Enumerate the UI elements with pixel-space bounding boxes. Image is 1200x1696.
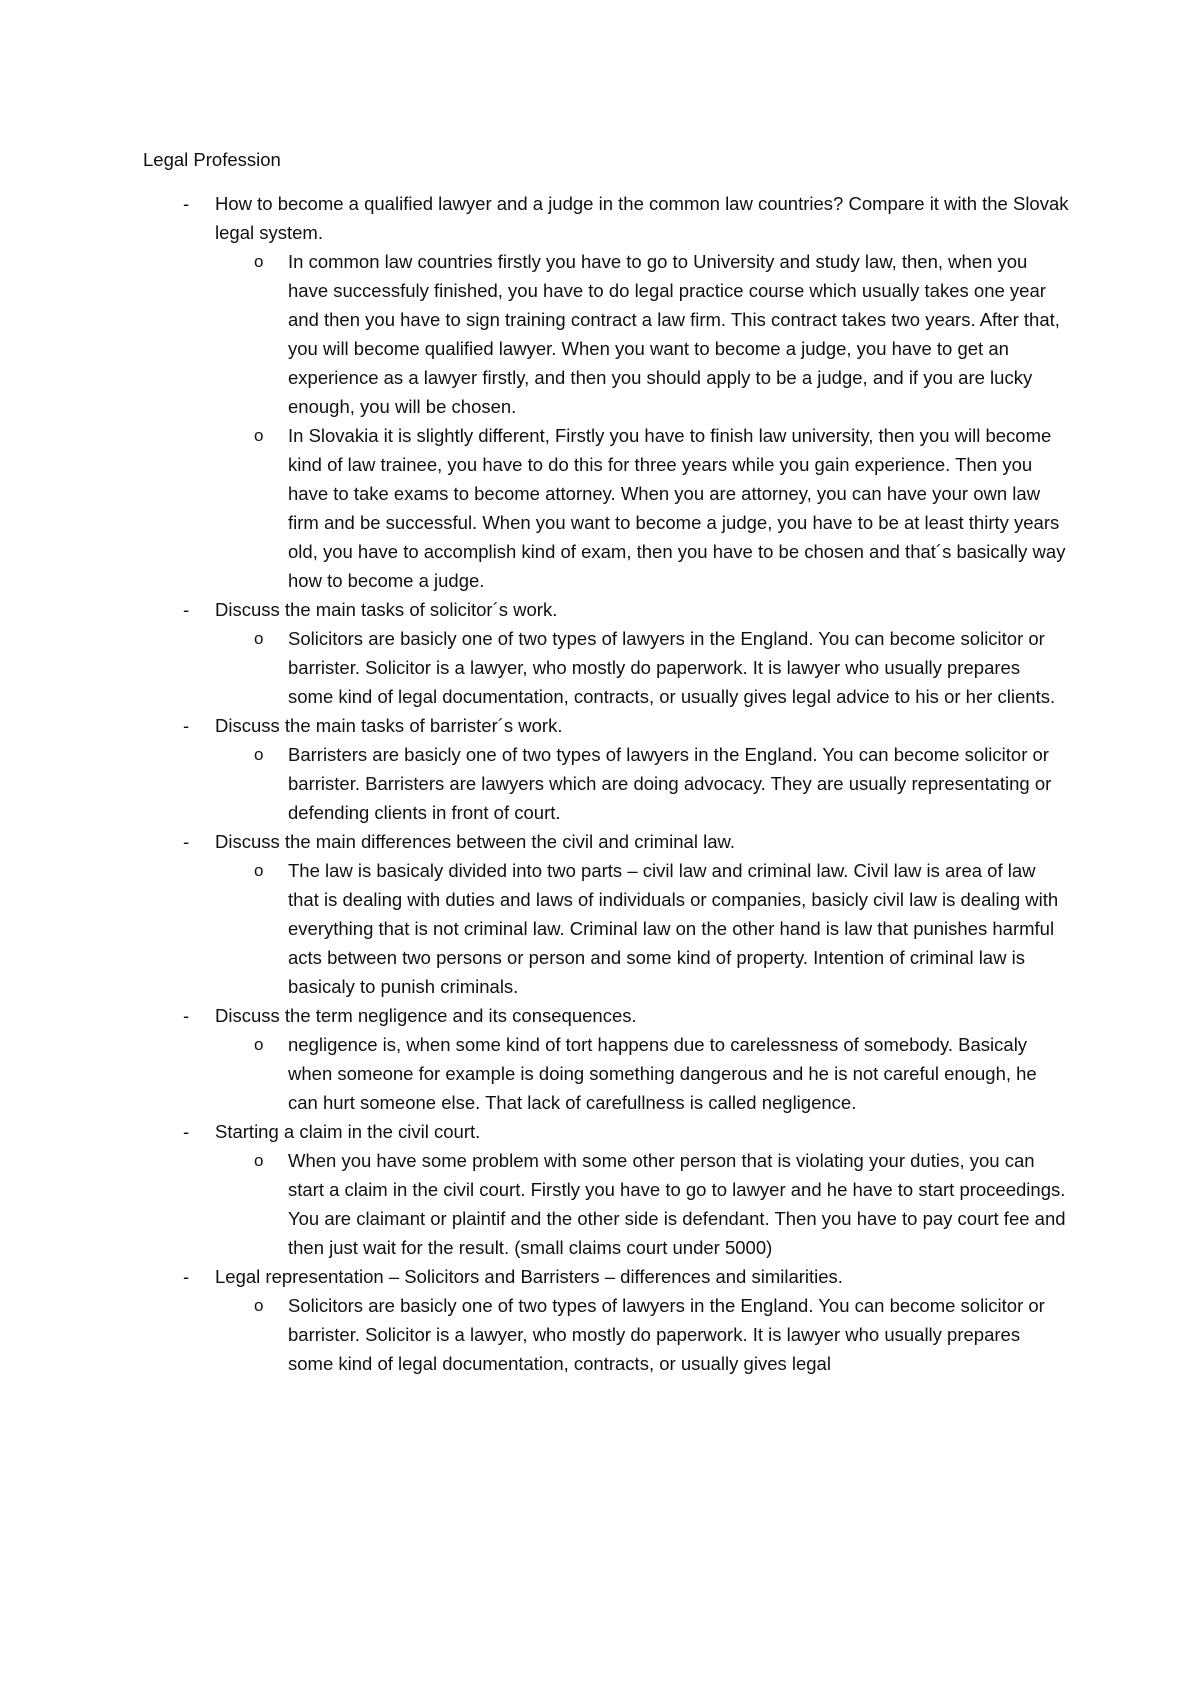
question-text: How to become a qualified lawyer and a judge in the common law countries? Compare it with the Slovak legal system. [215,193,1069,243]
question-item [0,711,1075,740]
answer-text: Barristers are basicly one of two types of lawyers in the England. You can become solicitor or barrister. Barristers are lawyers which are doing advocacy. They are usually representating or defending clients in front of court. [288,744,1052,823]
answer-bullet: o [254,745,264,764]
answer-item [0,856,1068,1001]
answer-list [0,247,1200,595]
answer-list [0,856,1200,1001]
answer-text: The law is basicaly divided into two parts – civil law and criminal law. Civil law is area of law that is dealing with duties and laws of individuals or companies, basicly civil law is dealing with everything that is not criminal law. Criminal law on the other hand is law that punishes harmful acts between two persons or person and some kind of property. Intention of criminal law is basicaly to punish criminals. [288,860,1059,997]
question-bullet: - [183,831,190,852]
answer-text: negligence is, when some kind of tort happens due to carelessness of somebody. Basicaly when someone for example is doing something dangerous and he is not careful enough, he can hurt someone else. That lack of carefullness is called negligence. [288,1034,1037,1113]
answer-item [0,1030,1068,1117]
answer-bullet: o [254,1151,264,1170]
question-text: Discuss the main tasks of barrister´s work. [215,715,563,736]
question-bullet: - [183,193,190,214]
question-bullet: - [183,1121,190,1142]
question-item [0,1001,1075,1030]
answer-item [0,421,1068,595]
answer-bullet: o [254,1296,264,1315]
answer-text: In Slovakia it is slightly different, Firstly you have to finish law university, then you will become kind of law trainee, you have to do this for three years while you gain experience. Then you have to take exams to become attorney. When you are attorney, you can have your own law firm and be successful. When you want to become a judge, you have to be at least thirty years old, you have to accomplish kind of exam, then you have to be chosen and that´s basically way how to become a judge. [288,425,1066,591]
question-item [0,189,1075,247]
answer-bullet: o [254,1035,264,1054]
answer-item [0,1291,1068,1378]
answer-item [0,247,1068,421]
answer-bullet: o [254,861,264,880]
question-text: Discuss the term negligence and its consequences. [215,1005,637,1026]
question-text: Starting a claim in the civil court. [215,1121,481,1142]
question-item [0,1117,1075,1146]
answer-text: Solicitors are basicly one of two types of lawyers in the England. You can become solicitor or barrister. Solicitor is a lawyer, who mostly do paperwork. It is lawyer who usually prepares some kind of legal documentation, contracts, or usually gives legal advice to his or her clients. [288,628,1056,707]
question-text: Discuss the main tasks of solicitor´s work. [215,599,558,620]
answer-list [0,1291,1200,1378]
document-title: Legal Profession [143,149,281,170]
answer-item [0,624,1068,711]
answer-list [0,624,1200,711]
answer-text: When you have some problem with some other person that is violating your duties, you can start a claim in the civil court. Firstly you have to go to lawyer and he have to start proceedings. You are claimant or plaintif and the other side is defendant. Then you have to pay court fee and then just wait for the result. (small claims court under 5000) [288,1150,1066,1258]
question-text: Discuss the main differences between the civil and criminal law. [215,831,735,852]
answer-item [0,1146,1068,1262]
question-bullet: - [183,1005,190,1026]
question-text: Legal representation – Solicitors and Barristers – differences and similarities. [215,1266,843,1287]
answer-bullet: o [254,629,264,648]
answer-item [0,740,1068,827]
question-bullet: - [183,715,190,736]
answer-bullet: o [254,426,264,445]
answer-text: Solicitors are basicly one of two types of lawyers in the England. You can become solicitor or barrister. Solicitor is a lawyer, who mostly do paperwork. It is lawyer who usually prepares some kind of legal documentation, contracts, or usually gives legal [288,1295,1045,1374]
answer-list [0,1146,1200,1262]
question-item [0,827,1075,856]
answer-text: In common law countries firstly you have to go to University and study law, then, when you have successfuly finished, you have to do legal practice course which usually takes one year and then you have to sign training contract a law firm. This contract takes two years. After that, you will become qualified lawyer. When you want to become a judge, you have to get an experience as a lawyer firstly, and then you should apply to be a judge, and if you are lucky enough, you will be chosen. [288,251,1060,417]
document-content [0,189,1200,1378]
answer-list [0,740,1200,827]
question-item [0,595,1075,624]
question-item [0,1262,1075,1291]
question-bullet: - [183,1266,190,1287]
answer-list [0,1030,1200,1117]
question-bullet: - [183,599,190,620]
answer-bullet: o [254,252,264,271]
